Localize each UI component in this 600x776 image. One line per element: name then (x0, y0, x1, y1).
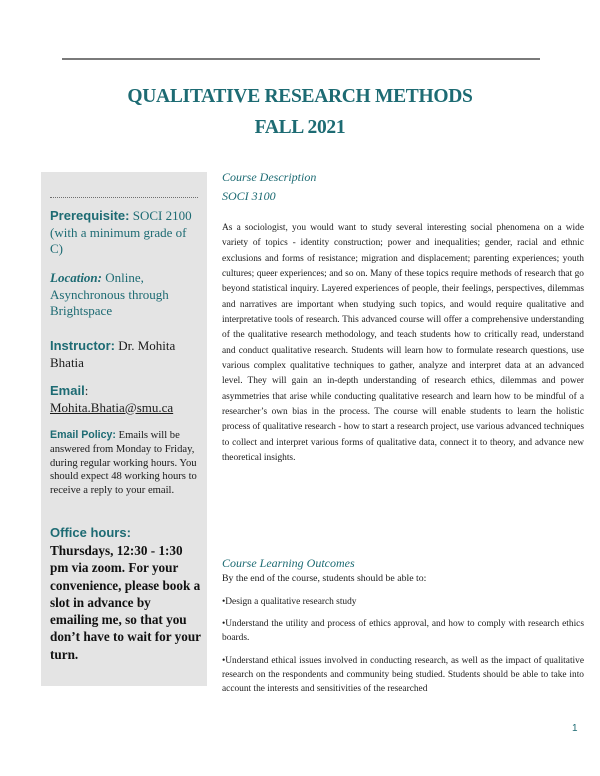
course-code: SOCI 3100 (222, 189, 276, 203)
office-hours-label: Office hours: (50, 525, 131, 540)
top-rule (62, 58, 540, 60)
term-title: FALL 2021 (254, 117, 346, 138)
email-policy-text: Emails will be answered from Monday to Friday, during regular working hours. You should expect 48 working hours to receive a reply to your email. (50, 430, 197, 497)
email-link[interactable]: Mohita.Bhatia@smu.ca (50, 399, 174, 415)
instructor-value: Dr. Mohita Bhatia (50, 338, 176, 370)
course-description-heading: Course Description (222, 170, 317, 184)
office-hours-block (50, 524, 201, 663)
prerequisite-label: Prerequisite: (50, 208, 130, 223)
course-title: QUALITATIVE RESEARCH METHODS (127, 86, 473, 107)
outcome-item: •Design a qualitative research study (222, 597, 357, 607)
email-label: Email (50, 383, 85, 398)
learning-outcomes-intro: By the end of the course, students should be able to: (222, 573, 427, 584)
office-hours-text: Thursdays, 12:30 - 1:30 pm via zoom. For your convenience, please book a slot in advance by emailing me, so that you don’t have to wait for your turn. (50, 543, 201, 662)
outcome-item: •Understand ethical issues involved in conducting research, as well as the impact of qualitative research on the respondents and community being studied. Students should be able to take into account the interests and sensitivities of the researched (222, 655, 584, 695)
location-value: Online, Asynchronous through Brightspace (50, 270, 169, 318)
location-label: Location: (50, 270, 102, 285)
email-policy-block (50, 429, 201, 498)
course-description-section (222, 168, 584, 467)
email-block (50, 383, 201, 416)
prerequisite-value: SOCI 2100 (with a minimum grade of C) (50, 208, 192, 256)
email-colon: : (84, 383, 89, 398)
location-block (50, 270, 201, 320)
page-number: 1 (572, 723, 578, 734)
sidebar-dotted-rule (50, 197, 198, 198)
instructor-block (50, 338, 201, 371)
learning-outcomes-section (222, 555, 584, 696)
learning-outcomes-heading: Course Learning Outcomes (222, 556, 355, 570)
email-policy-label: Email Policy: (50, 429, 116, 441)
prerequisite-block (50, 208, 201, 258)
course-description-body: As a sociologist, you would want to study several interesting social phenomena on a wide variety of topics - identity construction; power and inequalities; gender, racial and ethnic exclusions and forms of resistance; migration and displacement; parenting experiences; youth cultures; queer experiences; and so on. Many of these topics require methods of research that go beyond statistical inquiry. Layered experiences of people, their feelings, perspectives, dilemmas and narratives are important when studying such topics, and would require qualitative and interpretative tools of research. This advanced course will offer a comprehensive understanding of the qualitative research methodology, and teach students how to critically read, understand and conduct qualitative research. Students will learn how to formulate research questions, use various complex qualitative techniques to gather, analyze and interpret data at an advanced level. They will gain an in-depth understanding of research ethics, dilemmas and power asymmetries that arise while conducting qualitative research and learn how to be mindful of a researcher’s own bias in the process. The course will enable students to learn the holistic process of qualitative research - how to start a research project, use various advanced techniques to collect and interpret various forms of qualitative data, connect it to theory, and advance new theoretical insights. (222, 223, 584, 464)
outcome-item: •Understand the utility and process of ethics approval, and how to comply with research ethics boards. (222, 619, 584, 644)
instructor-label: Instructor: (50, 338, 115, 353)
info-sidebar (41, 172, 207, 686)
